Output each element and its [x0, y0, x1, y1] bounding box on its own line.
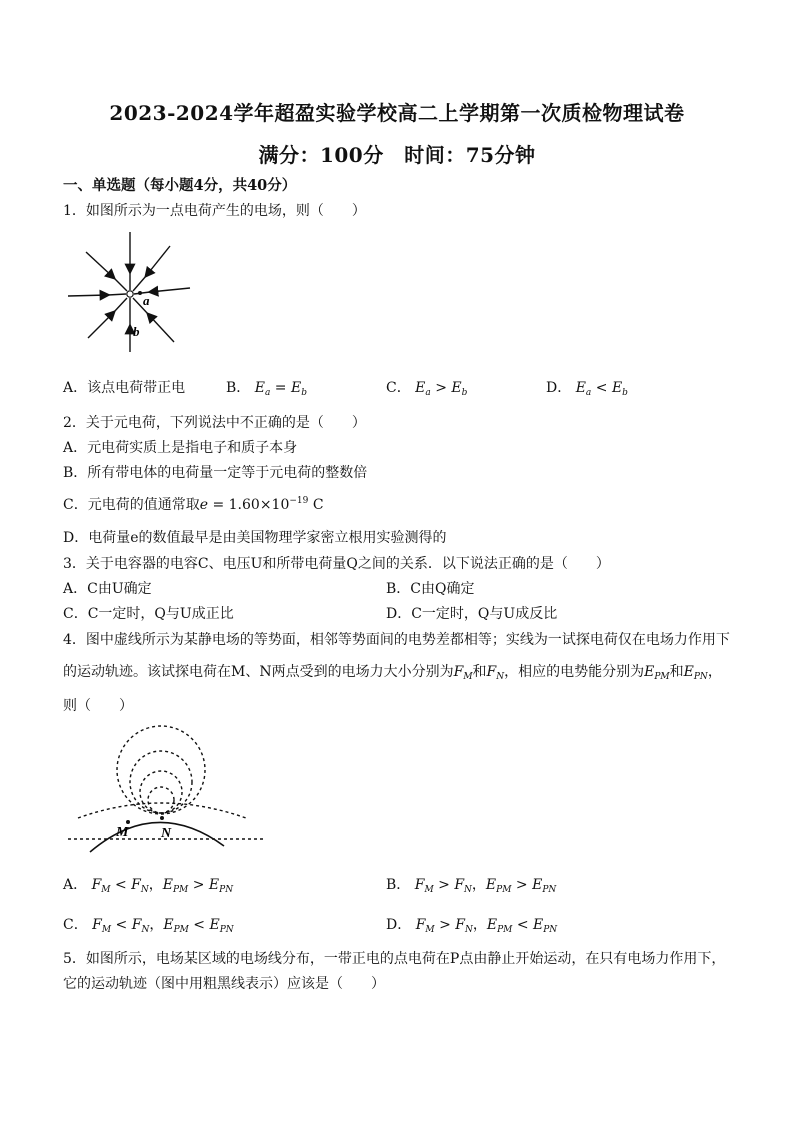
q4-option-c[interactable]: C． $F_M < F_N$，$E_{PM} < E_{PN}$	[63, 917, 234, 935]
q4-option-d[interactable]: D． $F_M > F_N$，$E_{PM} < E_{PN}$	[386, 917, 558, 935]
q4-stem-line2: 的运动轨迹。该试探电荷在M、N两点受到的电场力大小分别为$F_M$和$F_N$，相应的电势能分别为$E_{PM}$和$E_{PN}$，	[63, 664, 722, 682]
exam-subtitle: 满分：100分 时间：75分钟	[258, 143, 536, 167]
q2-option-c[interactable]: C．元电荷的值通常取$e = 1.60\times 10^{-19}$ C	[63, 496, 324, 513]
q2-option-a[interactable]: A．元电荷实质上是指电子和质子本身	[63, 440, 298, 456]
q3-option-c[interactable]: C．C一定时，Q与U成正比	[63, 606, 234, 622]
q1-field-figure	[62, 228, 212, 356]
exam-title: 2023-2024学年超盈实验学校高二上学期第一次质检物理试卷	[109, 101, 685, 125]
q5-stem-line2: 它的运动轨迹（图中用粗黑线表示）应该是（ ）	[63, 976, 385, 992]
q1-option-d[interactable]: D． $E_a < E_b$	[546, 380, 628, 398]
q4-option-b[interactable]: B． $F_M > F_N$，$E_{PM} > E_{PN}$	[386, 877, 557, 895]
q1-label-a: a	[143, 293, 150, 308]
q5-stem-line1: 5．如图所示，电场某区域的电场线分布，一带正电的点电荷在P点由静止开始运动，在只有电场力作用下，	[63, 951, 726, 967]
q2-stem: 2．关于元电荷，下列说法中不正确的是（ ）	[63, 415, 366, 431]
q4-label-m: M	[116, 825, 129, 840]
q1-option-b[interactable]: B． $E_a = E_b$	[226, 380, 307, 398]
section-heading: 一、单选题（每小题4分，共40分）	[63, 177, 297, 194]
q4-equipotential-figure	[64, 722, 266, 854]
q4-label-n: N	[161, 826, 172, 841]
q3-option-d[interactable]: D．C一定时，Q与U成反比	[386, 606, 558, 622]
q1-label-b: b	[133, 324, 140, 339]
q3-stem: 3．关于电容器的电容C、电压U和所带电荷量Q之间的关系．以下说法正确的是（ ）	[63, 556, 610, 572]
q3-option-b[interactable]: B．C由Q确定	[386, 581, 475, 597]
q3-option-a[interactable]: A．C由U确定	[63, 581, 152, 597]
q2-option-b[interactable]: B．所有带电体的电荷量一定等于元电荷的整数倍	[63, 465, 368, 481]
q4-option-a[interactable]: A． $F_M < F_N$，$E_{PM} > E_{PN}$	[63, 877, 234, 895]
q1-stem: 1．如图所示为一点电荷产生的电场，则（ ）	[63, 203, 366, 219]
q1-option-c[interactable]: C． $E_a > E_b$	[386, 380, 468, 398]
q1-option-a[interactable]: A．该点电荷带正电	[63, 380, 186, 396]
q4-stem-line1: 4．图中虚线所示为某静电场的等势面，相邻等势面间的电势差都相等；实线为一试探电荷仅在电场力作用下	[63, 632, 730, 648]
q2-option-d[interactable]: D．电荷量e的数值最早是由美国物理学家密立根用实验测得的	[63, 530, 447, 546]
q4-stem-line3: 则（ ）	[63, 698, 133, 714]
